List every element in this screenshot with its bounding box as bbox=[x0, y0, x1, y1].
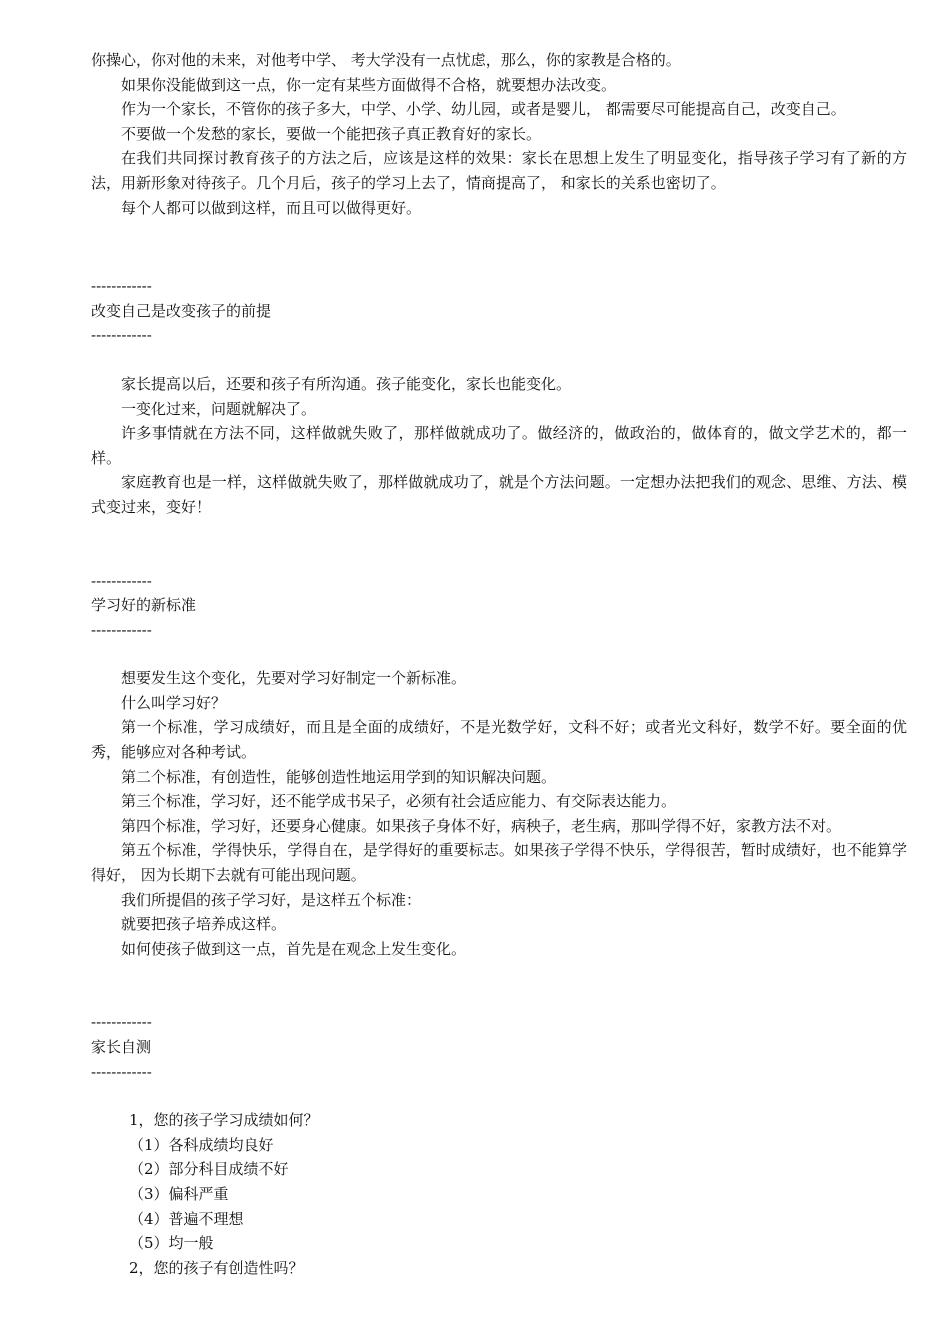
section-paragraph: 如何使孩子做到这一点，首先是在观念上发生变化。 bbox=[121, 939, 467, 958]
section-divider: ------------ bbox=[91, 326, 152, 345]
answer-option: （2）部分科目成绩不好 bbox=[129, 1160, 289, 1179]
section-paragraph: 家长提高以后，还要和孩子有所沟通。孩子能变化，家长也能变化。 bbox=[121, 374, 572, 393]
section-paragraph: 第五个标准，学得快乐，学得自在，是学得好的重要标志。如果孩子学得不快乐，学得很苦，暂时成绩好，也不能算学得好， 因为长期下去就有可能出现问题。 bbox=[91, 841, 907, 885]
section-paragraph: 许多事情就在方法不同，这样做就失败了，那样做就成功了。做经济的，做政治的，做体育的，做文学艺术的，都一样。 bbox=[91, 424, 907, 467]
intro-paragraph: 在我们共同探讨教育孩子的方法之后，应该是这样的效果：家长在思想上发生了明显变化，指导孩子学习有了新的方法，用新形象对待孩子。几个月后，孩子的学习上去了，情商提高了， 和家长的关系也密切了。 bbox=[91, 149, 907, 192]
intro-block bbox=[91, 48, 907, 220]
section-title: 家长自测 bbox=[91, 1038, 152, 1056]
section-divider: ------------ bbox=[91, 620, 152, 639]
section-parent-self-test bbox=[91, 1010, 907, 1280]
section-paragraph: 家庭教育也是一样，这样做就失败了，那样做就成功了，就是个方法问题。一定想办法把我们的观念、思维、方法、模式变过来，变好！ bbox=[91, 473, 907, 516]
section-paragraph: 第二个标准，有创造性，能够创造性地运用学到的知识解决问题。 bbox=[121, 767, 557, 786]
intro-paragraph: 不要做一个发愁的家长，要做一个能把孩子真正教育好的家长。 bbox=[121, 124, 542, 143]
section-paragraph: 就要把孩子培养成这样。 bbox=[121, 915, 287, 934]
answer-option: （3）偏科严重 bbox=[129, 1184, 229, 1203]
intro-paragraph: 作为一个家长，不管你的孩子多大，中学、小学、幼儿园，或者是婴儿， 都需要尽可能提高自己，改变自己。 bbox=[121, 100, 846, 119]
answer-option: （4）普遍不理想 bbox=[129, 1209, 244, 1228]
section-divider: ------------ bbox=[91, 1013, 152, 1032]
intro-paragraph: 如果你没能做到这一点，你一定有某些方面做得不合格，就要想办法改变。 bbox=[121, 75, 617, 94]
document-page bbox=[91, 48, 907, 1280]
section-title: 改变自己是改变孩子的前提 bbox=[91, 301, 272, 320]
answer-option: （5）均一般 bbox=[129, 1234, 214, 1253]
question-text: 1，您的孩子学习成绩如何？ bbox=[129, 1111, 319, 1130]
self-test-list bbox=[91, 1108, 907, 1280]
section-paragraph: 第一个标准，学习成绩好，而且是全面的成绩好，不是光数学好，文科不好；或者光文科好，数学不好。要全面的优秀，能够应对各种考试。 bbox=[91, 718, 907, 762]
answer-option: （1）各科成绩均良好 bbox=[129, 1135, 274, 1154]
section-change-yourself bbox=[91, 274, 907, 519]
intro-paragraph: 你操心，你对他的未来，对他考中学、 考大学没有一点忧虑，那么，你的家教是合格的。 bbox=[91, 51, 681, 69]
section-paragraph: 第三个标准，学习好，还不能学成书呆子，必须有社会适应能力、有交际表达能力。 bbox=[121, 792, 677, 811]
intro-paragraph: 每个人都可以做到这样，而且可以做得更好。 bbox=[121, 198, 422, 217]
section-title: 学习好的新标准 bbox=[91, 596, 197, 615]
section-paragraph: 想要发生这个变化，先要对学习好制定一个新标准。 bbox=[121, 669, 467, 688]
section-divider: ------------ bbox=[91, 277, 152, 296]
section-paragraph: 什么叫学习好？ bbox=[121, 693, 227, 712]
section-paragraph: 第四个标准，学习好，还要身心健康。如果孩子身体不好，病秧子，老生病，那叫学得不好，家教方法不对。 bbox=[121, 816, 842, 835]
section-new-standard bbox=[91, 569, 907, 962]
question-text: 2，您的孩子有创造性吗？ bbox=[129, 1258, 304, 1277]
section-paragraph: 我们所提倡的孩子学习好，是这样五个标准： bbox=[121, 890, 422, 909]
section-divider: ------------ bbox=[91, 571, 152, 590]
section-divider: ------------ bbox=[91, 1062, 152, 1081]
section-paragraph: 一变化过来，问题就解决了。 bbox=[121, 399, 317, 418]
